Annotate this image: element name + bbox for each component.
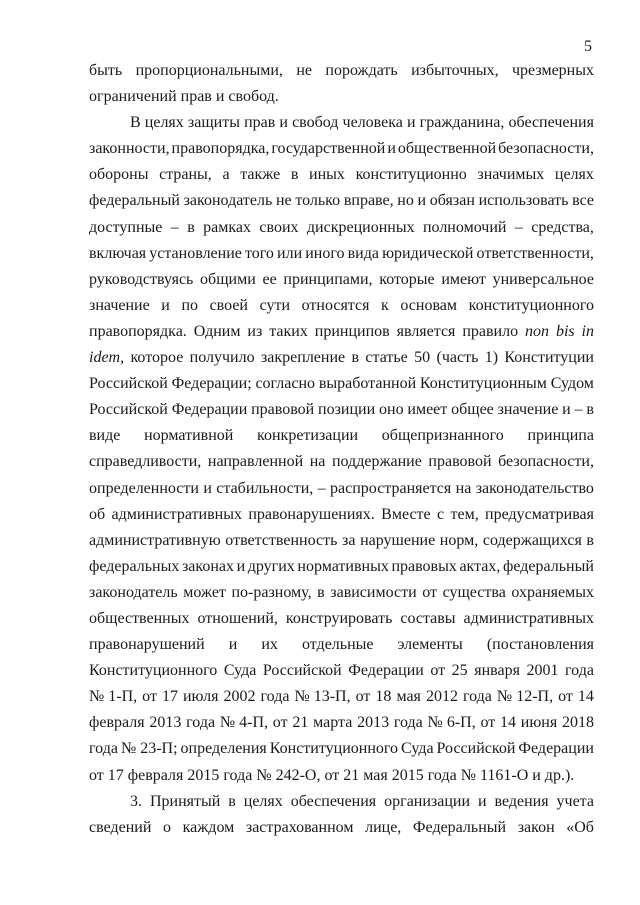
word: конституционно [355,166,467,184]
word: целях [554,166,594,184]
word: или [277,244,303,262]
word: федеральный [503,557,594,575]
word: федеральных [89,557,180,575]
word: может [183,583,226,601]
paragraph [89,789,594,841]
word: не [296,62,312,79]
word: и [477,792,487,810]
word: 14 [577,688,594,706]
word: Суда [401,740,434,758]
word: 2002 [223,688,256,706]
word: законодательство [475,479,594,497]
word: не [275,192,292,210]
word: и [279,114,288,132]
text-line [89,371,594,397]
word: на [309,453,326,471]
word: мая [396,688,421,706]
word: в [317,583,325,601]
word: в [228,792,236,810]
word: свобод [292,114,339,132]
word: отношений, [197,609,278,627]
word: об [89,505,106,523]
word: целях [144,114,184,132]
text-line [89,136,594,162]
word: Российской [89,375,168,393]
word: на [455,479,472,497]
word: с [437,505,445,523]
word: безопасности, [498,140,594,158]
word: от [142,688,157,706]
word: норм, [439,531,479,549]
word: включая [89,244,147,262]
text-line [89,188,594,214]
word: виде [89,427,121,445]
word: оно [379,401,404,419]
text-line [89,528,594,554]
word: 21 [292,714,309,732]
text-line [89,606,594,632]
text-line [89,502,594,528]
word: от [422,583,437,601]
word: в [351,349,360,367]
text-line [89,476,594,502]
word: чрезмерных [512,62,594,79]
word: таких [269,322,308,340]
word: а [222,166,230,184]
text-line [89,632,594,658]
word: Суда [223,662,257,680]
word: № 12-П, [496,688,554,706]
word: правовой [251,401,315,419]
word: административную [89,531,221,549]
word: в [290,166,299,184]
word: своей [209,296,248,314]
word: 17 [161,688,178,706]
word: рамках [203,218,251,236]
word: позиции [318,401,376,419]
word: (постановления [486,636,594,654]
word: июня [520,714,558,732]
word: Федерации [171,401,248,419]
text-line [89,658,594,684]
word: 2018 [561,714,594,732]
word: конструировать [285,609,393,627]
word: законах [181,557,234,575]
word: имеет [407,401,448,419]
text-line [89,241,594,267]
word: законности, [89,140,170,158]
word: того [244,244,274,262]
word: от [558,688,573,706]
word: содержащихся [482,531,582,549]
word: 2012 [425,688,458,706]
word: общее [451,401,494,419]
word: non [525,322,550,340]
word: избыточных, [411,62,499,79]
word: тем, [450,505,479,523]
word: № 4-П, [219,714,269,732]
word: нормативных [297,557,389,575]
word: дискреционных [306,218,415,236]
word: предусматривая [485,505,594,523]
word: сути [259,296,291,314]
word: организации [384,792,471,810]
word: законодатель [183,192,273,210]
word: является [396,322,456,340]
word: защиты [187,114,240,132]
text-line [89,710,594,736]
word: 2013 [149,714,182,732]
word: порождать [325,62,398,79]
word: которые [379,270,435,288]
word: только [295,192,341,210]
word: idem, [89,349,125,367]
text-line [89,58,594,84]
word: февраля [89,714,145,732]
word: государственной [271,140,386,158]
word: определения [180,740,267,758]
text-line [89,345,594,371]
word: распространяется [330,479,452,497]
word: и [562,401,571,419]
word: В [130,114,141,132]
word: года [565,662,594,680]
line-text: ограничений прав и свобод. [89,88,279,106]
word: 3. [130,792,142,810]
word: средства, [531,218,594,236]
word: – [514,218,523,236]
word: Федерации; [171,375,252,393]
word: года [89,740,118,758]
word: вправе, [343,192,394,210]
word: справедливости, [89,453,202,471]
word: охраняемых [511,583,594,601]
word: в [187,218,195,236]
word: 18 [375,688,392,706]
word: в [586,401,594,419]
word: за [342,531,356,549]
word: и [387,140,396,158]
word: лице, [365,818,402,836]
word: принципа [527,427,594,445]
word: (часть [436,349,479,367]
word: обязан [429,192,475,210]
word: направленной [207,453,304,471]
word: вида [347,244,379,262]
word: и [203,479,212,497]
word: bis [555,322,575,340]
word: составы [400,609,456,627]
word: и [161,296,170,314]
word: согласно [255,375,316,393]
text-line [89,554,594,580]
word: имеют [441,270,486,288]
word: быть [89,62,123,79]
word: Вместе [381,505,431,523]
word: 2001 [526,662,559,680]
word: статье [365,349,408,367]
word: все [572,192,594,210]
word: которое [130,349,184,367]
word: правопорядка. [89,322,187,340]
text-line [89,423,594,449]
word: общественной [397,140,497,158]
word: ведения [494,792,549,810]
word: № 13-П, [294,688,351,706]
word: страны, [159,166,212,184]
word: обеспечения [508,114,594,132]
word: года [393,714,423,732]
word: от [272,714,288,732]
word: определенности [89,479,199,497]
word: доступные [89,218,163,236]
word: принципами, [283,270,373,288]
text-line [89,267,594,293]
text-line [89,293,594,319]
word: каждом [182,818,235,836]
text-line [89,162,594,188]
word: общими [200,270,256,288]
word: Российской [89,401,168,419]
word: человека [342,114,403,132]
paragraph [89,110,594,788]
word: Конституционным [419,375,547,393]
word: других [247,557,295,575]
word: закрепление [260,349,346,367]
word: от [430,662,446,680]
word: безопасности, [498,453,594,471]
word: Конституционного [89,662,218,680]
word: отдельные [301,636,374,654]
text-line [89,319,594,345]
word: законодатель [89,583,178,601]
word: учета [556,792,594,810]
word: «Об [566,818,594,836]
word: правонарушениях. [248,505,375,523]
word: – [170,218,179,236]
text-line [89,397,594,423]
word: января [474,662,520,680]
text-line [89,580,594,606]
line-text: от 17 февраля 2015 года № 242-О, от 21 мая 2015 года № 1161-О и др.). [89,766,575,784]
word: существа [442,583,506,601]
word: значение [497,401,559,419]
text-line [89,684,594,710]
word: сведений [89,818,152,836]
word: от [480,714,496,732]
word: актах, [459,557,501,575]
word: 14 [500,714,517,732]
word: из [247,322,263,340]
word: и [228,636,238,654]
word: Российской [262,662,342,680]
text-line [89,736,594,762]
word: от [355,688,371,706]
word: – [574,401,583,419]
word: также [240,166,281,184]
word: Принятый [149,792,221,810]
word: ее [262,270,277,288]
word: основам [400,296,458,314]
text-line [89,84,594,110]
word: Российской [436,740,516,758]
word: – [317,479,326,497]
word: Судом [550,375,594,393]
document-body [89,58,594,841]
word: Одним [193,322,241,340]
word: правило [462,322,519,340]
word: правовых [391,557,457,575]
paragraph [89,58,594,110]
word: и [236,557,246,575]
word: марта [313,714,353,732]
word: года [462,688,492,706]
word: элементы [397,636,463,654]
word: иных [309,166,345,184]
word: поддержание [331,453,422,471]
text-line [89,789,594,815]
word: полномочий [422,218,507,236]
word: Федеральный [412,818,507,836]
word: общественных [89,609,190,627]
word: принципов [314,322,390,340]
word: федеральный [89,192,180,210]
word: и [417,192,427,210]
word: руководствуясь [89,270,194,288]
word: 2013 [357,714,390,732]
word: своих [259,218,299,236]
word: Федерации [518,740,594,758]
word: обороны [89,166,149,184]
word: № 23-П; [120,740,178,758]
page-number: 5 [584,38,592,55]
word: ответственности, [476,244,594,262]
word: правонарушений [89,636,205,654]
word: № 1-П, [89,688,138,706]
word: Конституционного [269,740,399,758]
word: значение [89,296,150,314]
word: ответственность [225,531,338,549]
word: о [163,818,171,836]
word: к [381,296,389,314]
word: их [261,636,278,654]
word: юридической [382,244,474,262]
word: стабильности, [216,479,314,497]
word: конституционного [468,296,594,314]
text-line [89,110,594,136]
text-line [89,215,594,241]
word: года [260,688,290,706]
word: пропорциональными, [135,62,283,79]
word: правовой [428,453,492,471]
word: нормативной [144,427,234,445]
word: 1) [484,349,499,367]
word: закон [517,818,555,836]
word: июля [182,688,219,706]
word: относятся [301,296,370,314]
word: нарушение [360,531,436,549]
word: прав [244,114,276,132]
word: 25 [451,662,468,680]
word: № 6-П, [427,714,476,732]
word: зависимости [330,583,417,601]
word: по-разному, [231,583,312,601]
text-line [89,815,594,841]
word: общепризнанного [381,427,504,445]
word: административных [463,609,594,627]
word: застрахованном [245,818,354,836]
word: в [586,531,594,549]
text-line [89,449,594,475]
word: Конституции [504,349,594,367]
word: иного [305,244,345,262]
word: 50 [414,349,431,367]
word: по [181,296,198,314]
word: получило [189,349,255,367]
word: использовать [478,192,569,210]
word: универсальное [492,270,594,288]
word: гражданина, [419,114,505,132]
word: года [186,714,216,732]
text-line [89,763,594,789]
word: целях [243,792,283,810]
word: административных [111,505,242,523]
word: обеспечения [290,792,377,810]
word: но [397,192,414,210]
word: и [406,114,416,132]
word: установление [149,244,242,262]
word: значимых [477,166,545,184]
word: правопорядка, [171,140,270,158]
word: конкретизации [257,427,359,445]
word: Федерации [348,662,424,680]
word: выработанной [318,375,417,393]
word: in [581,322,594,340]
